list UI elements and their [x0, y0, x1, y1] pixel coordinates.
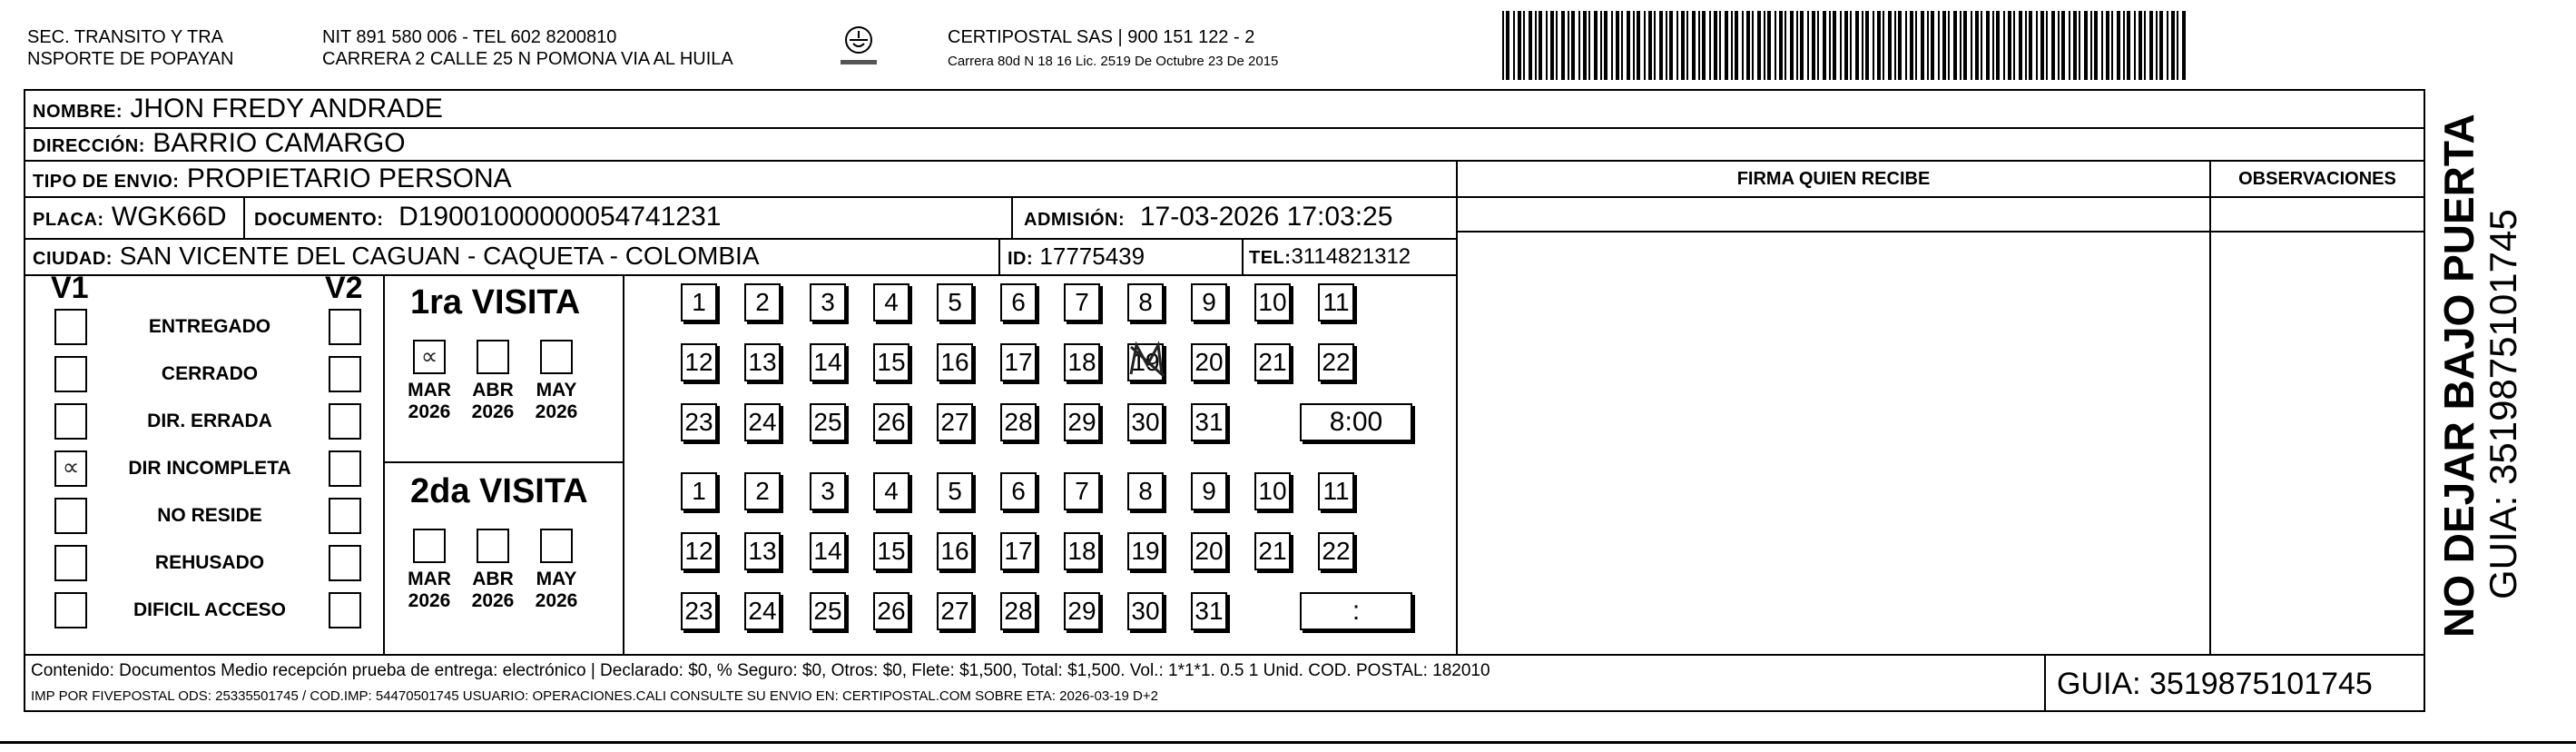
day-box[interactable]: 29 — [1064, 592, 1100, 630]
barcode-bar — [1518, 11, 1521, 80]
barcode-bar — [1627, 11, 1630, 80]
barcode-bar — [1604, 11, 1608, 80]
barcode-bar — [1833, 11, 1836, 80]
barcode-bar — [1796, 11, 1798, 80]
reason-label: ENTREGADO — [148, 316, 271, 337]
day-box[interactable]: 6 — [1000, 283, 1037, 322]
day-box[interactable]: 12 — [681, 532, 717, 570]
admision-field: ADMISIÓN: 17-03-2026 17:03:25 — [1024, 202, 1393, 232]
barcode-bar — [2079, 11, 2080, 80]
barcode-bar — [1894, 11, 1896, 80]
barcode-bar — [1731, 11, 1733, 80]
barcode-bar — [2025, 11, 2027, 80]
barcode-bar — [1644, 11, 1646, 80]
barcode-bar — [1963, 11, 1967, 80]
tipo-envio-field: TIPO DE ENVIO: PROPIETARIO PERSONA — [33, 163, 512, 193]
month-name: ABR — [472, 380, 514, 401]
day-box[interactable]: 7 — [1064, 283, 1100, 322]
footer-content: Contenido: Documentos Medio recepción prueba de entrega: electrónico | Declarado: $0, % Seguro: $0, Otros: $0, Flete: $1,500, Total: $1,500. Vol.: 1*1*1. 0.5 1 Unid. COD. POSTAL: 182010 — [31, 661, 1490, 680]
side-warning: NO DEJAR BAJO PUERTA — [2435, 114, 2483, 638]
barcode-bar — [2156, 11, 2158, 80]
barcode-bar — [1621, 11, 1623, 80]
barcode-bar — [1921, 11, 1924, 80]
nombre-field: NOMBRE: JHON FREDY ANDRADE — [33, 94, 443, 124]
barcode-bar — [2058, 11, 2060, 80]
month-label — [529, 380, 584, 423]
barcode-bar — [1529, 11, 1532, 80]
barcode-bar — [2069, 11, 2070, 80]
barcode-bar — [1725, 11, 1728, 80]
v1-header: V1 — [51, 271, 89, 305]
barcode-bar — [1681, 11, 1685, 80]
barcode-bar — [1616, 11, 1619, 80]
barcode-bar — [1648, 11, 1652, 80]
day-box[interactable]: 28 — [1000, 403, 1037, 441]
barcode-bar — [2003, 11, 2005, 80]
barcode-bar — [2127, 11, 2130, 80]
barcode-bar — [1855, 11, 1859, 80]
id-value: 17775439 — [1039, 242, 1145, 270]
barcode-bar — [2106, 11, 2109, 80]
barcode-bar — [1905, 11, 1907, 80]
month-label — [466, 569, 520, 612]
day-box[interactable]: 31 — [1191, 403, 1227, 441]
barcode-bar — [2117, 11, 2120, 80]
barcode-bar — [2101, 11, 2103, 80]
day-box[interactable]: 22 — [1318, 532, 1354, 570]
day-box[interactable]: 16 — [937, 532, 973, 570]
barcode-bar — [1714, 11, 1717, 80]
barcode-bar — [2123, 11, 2125, 80]
barcode-bar — [1666, 11, 1667, 80]
barcode-bar — [1571, 11, 1575, 80]
month-year: 2026 — [408, 401, 451, 422]
barcode-bar — [1757, 11, 1761, 80]
barcode-bar — [2159, 11, 2163, 80]
day-box[interactable]: 26 — [873, 403, 909, 441]
barcode-bar — [1942, 11, 1946, 80]
v2-checkbox[interactable] — [329, 498, 361, 534]
month-checkbox[interactable] — [413, 529, 446, 563]
barcode-bar — [1764, 11, 1765, 80]
barcode-bar — [2036, 11, 2038, 80]
barcode-bar — [1767, 11, 1771, 80]
day-box[interactable]: 14 — [810, 532, 846, 570]
direccion-value: BARRIO CAMARGO — [152, 128, 406, 158]
nit-line: NIT 891 580 006 - TEL 602 8200810 — [322, 27, 617, 47]
side-guia: GUIA: 3519875101745 — [2482, 209, 2524, 599]
barcode-bar — [1986, 11, 1990, 80]
barcode-bar — [2094, 11, 2098, 80]
barcode-bar — [1546, 11, 1548, 80]
barcode-bar — [1561, 11, 1565, 80]
month-checkbox[interactable] — [540, 529, 573, 563]
barcode-bar — [1633, 11, 1635, 80]
day-box[interactable]: 23 — [681, 403, 717, 441]
barcode-bar — [1800, 11, 1804, 80]
month-name: MAY — [536, 569, 577, 589]
day-box[interactable]: 9 — [1191, 472, 1227, 510]
time-box[interactable]: 8:00 — [1300, 403, 1412, 441]
time-box[interactable]: : — [1300, 592, 1412, 630]
barcode-bar — [2008, 11, 2011, 80]
firma-area[interactable] — [1460, 234, 2207, 652]
barcode-bar — [1506, 11, 1509, 80]
barcode-bar — [1953, 11, 1957, 80]
day-box[interactable]: 17 — [1000, 532, 1037, 570]
barcode-bar — [1702, 11, 1706, 80]
day-box[interactable]: 3 — [810, 283, 846, 322]
day-box[interactable]: 30 — [1127, 592, 1164, 630]
day-box[interactable]: 4 — [873, 283, 909, 322]
barcode-bar — [1746, 11, 1750, 80]
month-checkbox[interactable] — [540, 340, 573, 374]
barcode-bar — [1790, 11, 1794, 80]
day-box[interactable]: 9 — [1191, 283, 1227, 322]
v2-checkbox[interactable] — [329, 545, 361, 581]
month-checkbox[interactable] — [477, 529, 509, 563]
barcode-bar — [1600, 11, 1602, 80]
day-box[interactable]: 28 — [1000, 592, 1037, 630]
tel-value: 3114821312 — [1291, 244, 1411, 269]
day-box[interactable]: 18 — [1064, 343, 1100, 381]
v2-checkbox[interactable] — [329, 403, 361, 440]
month-name: MAR — [408, 569, 451, 589]
barcode-bar — [1883, 11, 1884, 80]
day-box[interactable]: 23 — [681, 592, 717, 630]
day-box[interactable]: 2 — [744, 283, 781, 322]
barcode-bar — [1823, 11, 1826, 80]
visit1-title: 1ra VISITA — [410, 283, 581, 322]
day-box[interactable]: 20 — [1191, 532, 1227, 570]
barcode-bar — [2138, 11, 2142, 80]
day-box[interactable]: 29 — [1064, 403, 1100, 441]
month-label — [402, 569, 457, 612]
day-box[interactable]: 13 — [744, 343, 781, 381]
barcode-bar — [2013, 11, 2015, 80]
barcode-bar — [1931, 11, 1934, 80]
barcode-bar — [1992, 11, 1994, 80]
day-box[interactable]: 11 — [1318, 283, 1354, 322]
reason-label: DIR INCOMPLETA — [128, 458, 291, 479]
day-box[interactable]: 21 — [1254, 532, 1291, 570]
month-name: MAR — [408, 380, 451, 401]
barcode-bar — [1611, 11, 1613, 80]
barcode-bar — [1686, 11, 1688, 80]
day-box[interactable]: 30 — [1127, 403, 1164, 441]
barcode-bar — [2029, 11, 2032, 80]
day-box[interactable]: 1 — [681, 472, 717, 510]
day-box[interactable]: 25 — [810, 403, 846, 441]
barcode-bar — [1742, 11, 1744, 80]
barcode-bar — [2134, 11, 2136, 80]
v1-checkbox[interactable] — [54, 545, 87, 581]
barcode-bar — [1556, 11, 1558, 80]
certipostal-logo-icon — [835, 24, 882, 71]
month-checkbox[interactable]: ∝ — [413, 340, 446, 374]
month-year: 2026 — [408, 590, 451, 611]
day-box[interactable]: 2 — [744, 472, 781, 510]
v1-checkbox[interactable] — [54, 356, 87, 392]
footer-print-info: IMP POR FIVEPOSTAL ODS: 25335501745 / COD.IMP: 54470501745 USUARIO: OPERACIONES.CALI CONSULTE SU ENVIO EN: CERTIPOSTAL.COM SOBRE ETA: 2026-03-19 D+2 — [31, 688, 1158, 704]
day-box[interactable]: 31 — [1191, 592, 1227, 630]
v1-checkbox[interactable] — [54, 498, 87, 534]
month-name: MAY — [536, 380, 577, 401]
barcode-bar — [1840, 11, 1842, 80]
barcode-bar — [1568, 11, 1569, 80]
barcode-bar — [1862, 11, 1863, 80]
day-box[interactable]: 12 — [681, 343, 717, 381]
tel-field: TEL:3114821312 — [1249, 244, 1411, 269]
month-label — [402, 380, 457, 423]
day-box[interactable]: 14 — [810, 343, 846, 381]
barcode-bar — [1583, 11, 1587, 80]
barcode-bar — [1637, 11, 1640, 80]
barcode-bar — [1873, 11, 1874, 80]
barcode-bar — [1938, 11, 1940, 80]
day-box[interactable]: 24 — [744, 592, 781, 630]
day-box[interactable]: 10 — [1254, 283, 1291, 322]
barcode-bar — [1910, 11, 1913, 80]
barcode-bar — [2167, 11, 2168, 80]
direccion-field: DIRECCIÓN: BARRIO CAMARGO — [33, 128, 406, 158]
barcode-bar — [1535, 11, 1537, 80]
placa-value: WGK66D — [111, 202, 227, 232]
v2-header: V2 — [325, 271, 363, 305]
barcode-bar — [2182, 11, 2186, 80]
month-year: 2026 — [535, 590, 578, 611]
day-box[interactable]: 5 — [937, 472, 973, 510]
barcode-bar — [1785, 11, 1786, 80]
barcode-bar — [1865, 11, 1869, 80]
id-field: ID: 17775439 — [1008, 242, 1145, 270]
day-box[interactable]: 8 — [1127, 472, 1164, 510]
barcode-bar — [1709, 11, 1711, 80]
barcode-bar — [2073, 11, 2077, 80]
barcode-bar — [1812, 11, 1815, 80]
ciudad-field: CIUDAD: SAN VICENTE DEL CAGUAN - CAQUETA - COLOMBIA — [33, 242, 760, 270]
day-box[interactable]: 16 — [937, 343, 973, 381]
documento-field: DOCUMENTO: D19001000000054741231 — [254, 202, 722, 232]
barcode-bar — [1539, 11, 1542, 80]
v1-checkbox[interactable] — [54, 309, 87, 345]
month-checkbox[interactable] — [477, 340, 509, 374]
barcode-bar — [2149, 11, 2153, 80]
barcode-bar — [1698, 11, 1700, 80]
day-box[interactable]: 25 — [810, 592, 846, 630]
day-box[interactable]: 20 — [1191, 343, 1227, 381]
admision-value: 17-03-2026 17:03:25 — [1139, 202, 1393, 232]
day-box[interactable]: 18 — [1064, 532, 1100, 570]
v2-checkbox[interactable] — [329, 450, 361, 487]
barcode-bar — [1807, 11, 1809, 80]
day-box[interactable]: 27 — [937, 403, 973, 441]
month-name: ABR — [472, 569, 514, 589]
day-box[interactable]: 27 — [937, 592, 973, 630]
v1-checkbox[interactable] — [54, 403, 87, 440]
month-year: 2026 — [471, 401, 515, 422]
day-box[interactable]: 15 — [873, 343, 909, 381]
barcode-bar — [1669, 11, 1673, 80]
barcode-bar — [2090, 11, 2092, 80]
barcode-bar — [1898, 11, 1902, 80]
barcode-bar — [1502, 11, 1504, 80]
barcode-bar — [1735, 11, 1738, 80]
day-box[interactable]: 19 — [1127, 343, 1164, 381]
office-name-line1: SEC. TRANSITO Y TRA — [27, 27, 223, 47]
barcode-bar — [2051, 11, 2055, 80]
reason-label: REHUSADO — [154, 552, 265, 573]
month-label — [529, 569, 584, 612]
barcode-bar — [1775, 11, 1776, 80]
barcode-bar — [2171, 11, 2175, 80]
v2-checkbox[interactable] — [329, 356, 361, 392]
v1-checkbox[interactable]: ∝ — [54, 450, 87, 487]
footer-guia: GUIA: 3519875101745 — [2057, 667, 2373, 701]
barcode — [1502, 11, 2192, 80]
barcode-bar — [1752, 11, 1754, 80]
barcode-bar — [2084, 11, 2088, 80]
reason-label: CERRADO — [161, 363, 259, 384]
firma-header: FIRMA QUIEN RECIBE — [1736, 169, 1931, 189]
day-box[interactable]: 7 — [1064, 472, 1100, 510]
day-box[interactable]: 26 — [873, 592, 909, 630]
barcode-bar — [1523, 11, 1525, 80]
documento-value: D19001000000054741231 — [398, 202, 722, 232]
day-box[interactable]: 21 — [1254, 343, 1291, 381]
tipo-envio-value: PROPIETARIO PERSONA — [186, 163, 512, 193]
day-box[interactable]: 24 — [744, 403, 781, 441]
day-box[interactable]: 4 — [873, 472, 909, 510]
barcode-bar — [2111, 11, 2113, 80]
barcode-bar — [1676, 11, 1678, 80]
barcode-bar — [1971, 11, 1972, 80]
barcode-bar — [1578, 11, 1580, 80]
barcode-bar — [2144, 11, 2146, 80]
barcode-bar — [2046, 11, 2048, 80]
reason-label: DIFICIL ACCESO — [133, 599, 286, 620]
barcode-bar — [1948, 11, 1950, 80]
day-box[interactable]: 19 — [1127, 532, 1164, 570]
observaciones-area[interactable] — [2213, 234, 2422, 652]
barcode-bar — [1654, 11, 1656, 80]
reason-label: DIR. ERRADA — [147, 411, 272, 431]
month-label — [466, 380, 520, 423]
barcode-bar — [2019, 11, 2022, 80]
barcode-bar — [2177, 11, 2178, 80]
address-line: CARRERA 2 CALLE 25 N POMONA VIA AL HUILA — [322, 49, 733, 69]
barcode-bar — [1692, 11, 1696, 80]
placa-field: PLACA: WGK66D — [33, 202, 227, 232]
day-cross-mark-icon — [1124, 338, 1169, 388]
v2-checkbox[interactable] — [329, 592, 361, 628]
v2-checkbox[interactable] — [329, 309, 361, 345]
barcode-bar — [2061, 11, 2065, 80]
day-box[interactable]: 1 — [681, 283, 717, 322]
barcode-bar — [1975, 11, 1979, 80]
barcode-bar — [1927, 11, 1929, 80]
barcode-bar — [1996, 11, 2000, 80]
barcode-bar — [1915, 11, 1917, 80]
barcode-bar — [1817, 11, 1819, 80]
day-box[interactable]: 10 — [1254, 472, 1291, 510]
month-year: 2026 — [471, 590, 515, 611]
barcode-bar — [1877, 11, 1881, 80]
barcode-bar — [1779, 11, 1783, 80]
company-line: CERTIPOSTAL SAS | 900 151 122 - 2 — [948, 27, 1255, 47]
day-box[interactable]: 15 — [873, 532, 909, 570]
barcode-bar — [1981, 11, 1982, 80]
visit2-title: 2da VISITA — [410, 472, 588, 510]
day-box[interactable]: 11 — [1318, 472, 1354, 510]
v1-checkbox[interactable] — [54, 592, 87, 628]
day-box[interactable]: 3 — [810, 472, 846, 510]
barcode-bar — [1829, 11, 1831, 80]
company-license: Carrera 80d N 18 16 Lic. 2519 De Octubre 23 De 2015 — [948, 54, 1279, 69]
day-box[interactable]: 5 — [937, 283, 973, 322]
barcode-bar — [1850, 11, 1852, 80]
day-box[interactable]: 8 — [1127, 283, 1164, 322]
office-name-line2: NSPORTE DE POPAYAN — [27, 49, 234, 69]
reason-label: NO RESIDE — [157, 505, 262, 526]
nombre-value: JHON FREDY ANDRADE — [130, 94, 443, 124]
barcode-bar — [1550, 11, 1554, 80]
ciudad-value: SAN VICENTE DEL CAGUAN - CAQUETA - COLOMBIA — [119, 242, 760, 270]
barcode-bar — [1659, 11, 1663, 80]
barcode-bar — [1513, 11, 1515, 80]
barcode-bar — [1719, 11, 1721, 80]
month-year: 2026 — [535, 401, 578, 422]
barcode-bar — [1960, 11, 1961, 80]
observaciones-header: OBSERVACIONES — [2238, 169, 2396, 189]
day-box[interactable]: 6 — [1000, 472, 1037, 510]
barcode-bar — [2040, 11, 2044, 80]
barcode-bar — [1594, 11, 1598, 80]
day-box[interactable]: 13 — [744, 532, 781, 570]
day-box[interactable]: 17 — [1000, 343, 1037, 381]
barcode-bar — [1588, 11, 1590, 80]
day-box[interactable]: 22 — [1318, 343, 1354, 381]
barcode-bar — [1844, 11, 1848, 80]
barcode-bar — [1888, 11, 1892, 80]
